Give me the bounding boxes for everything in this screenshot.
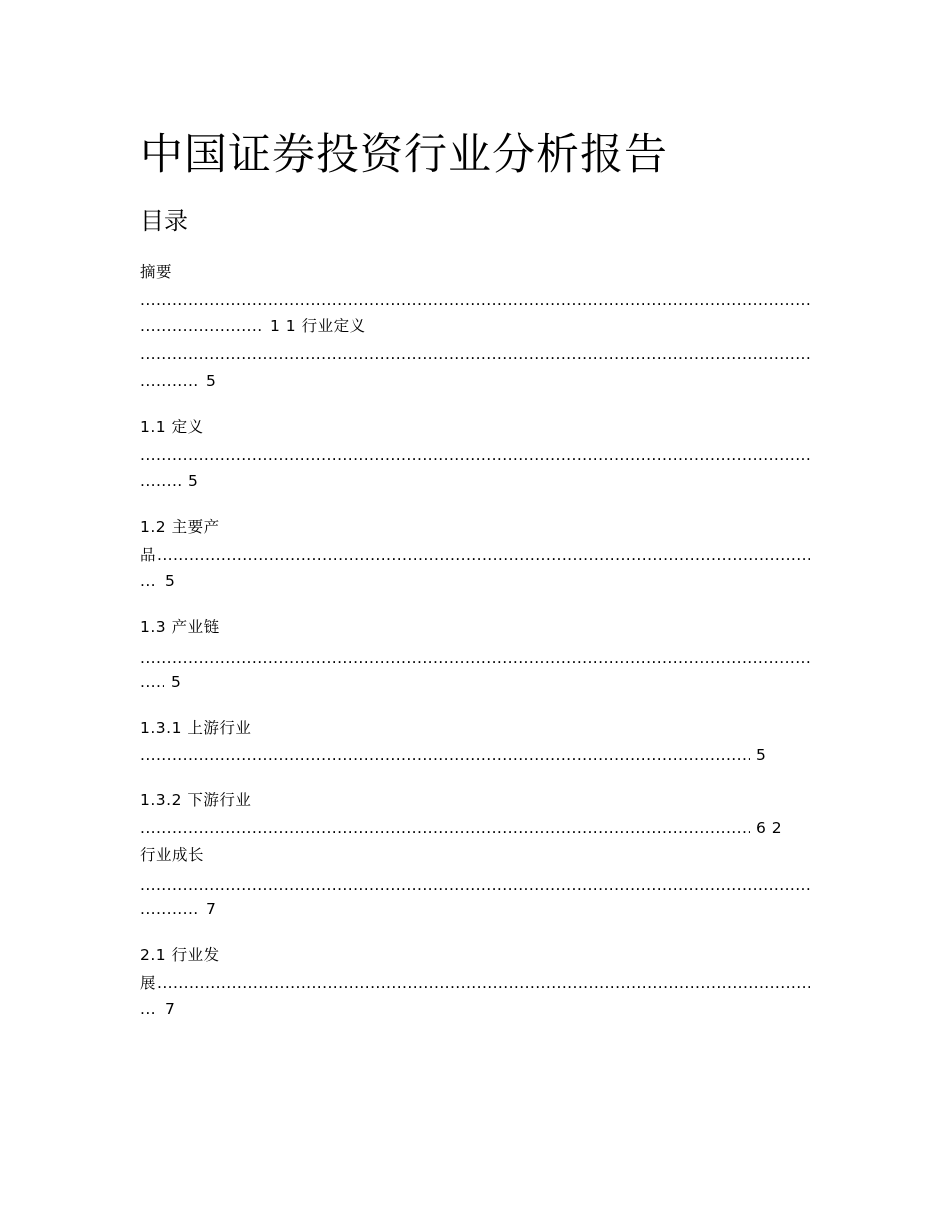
toc-entry-abstract-label: 摘要: [140, 263, 173, 281]
toc-page-number: 6 2: [756, 819, 783, 837]
toc-page-number: 7: [165, 1000, 176, 1018]
toc-page-number: 5: [188, 472, 199, 490]
toc-dot-leader: [140, 445, 810, 465]
toc-entry-chapter1-label: 1 1 行业定义: [270, 317, 366, 335]
toc-page-number: 7: [206, 900, 217, 918]
toc-dot-leader: [140, 316, 264, 336]
document-title: 中国证券投资行业分析报告: [140, 130, 668, 180]
toc-entry-1-3-1-label: 1.3.1 上游行业: [140, 719, 252, 737]
toc-entry-1-2-label-cont: 品: [140, 546, 157, 564]
toc-entry-2-1-label: 2.1 行业发: [140, 946, 220, 964]
toc-dot-leader: [140, 745, 750, 765]
toc-entry-1-2-label: 1.2 主要产: [140, 518, 220, 536]
toc-page-number: 5: [171, 673, 182, 691]
toc-dot-leader: [157, 545, 810, 565]
toc-dot-leader: [140, 371, 200, 391]
toc-page-number: 5: [756, 746, 767, 764]
toc-dot-leader: [140, 875, 810, 895]
toc-dot-leader: [140, 290, 810, 310]
toc-dot-leader: [140, 672, 164, 692]
toc-heading: 目录: [140, 207, 188, 235]
toc-dot-leader: [140, 999, 157, 1019]
toc-page-number: 5: [206, 372, 217, 390]
toc-entry-chapter2-label: 行业成长: [140, 846, 205, 864]
toc-entry-2-1-label-cont: 展: [140, 974, 157, 992]
toc-dot-leader: [140, 818, 750, 838]
toc-entry-1-1-label: 1.1 定义: [140, 418, 204, 436]
toc-page-number: 5: [165, 572, 176, 590]
toc-dot-leader: [157, 973, 810, 993]
toc-entry-1-3-label: 1.3 产业链: [140, 618, 220, 636]
toc-dot-leader: [140, 571, 157, 591]
toc-dot-leader: [140, 899, 200, 919]
toc-entry-1-3-2-label: 1.3.2 下游行业: [140, 791, 252, 809]
toc-dot-leader: [140, 648, 810, 668]
toc-dot-leader: [140, 344, 810, 364]
toc-dot-leader: [140, 471, 182, 491]
